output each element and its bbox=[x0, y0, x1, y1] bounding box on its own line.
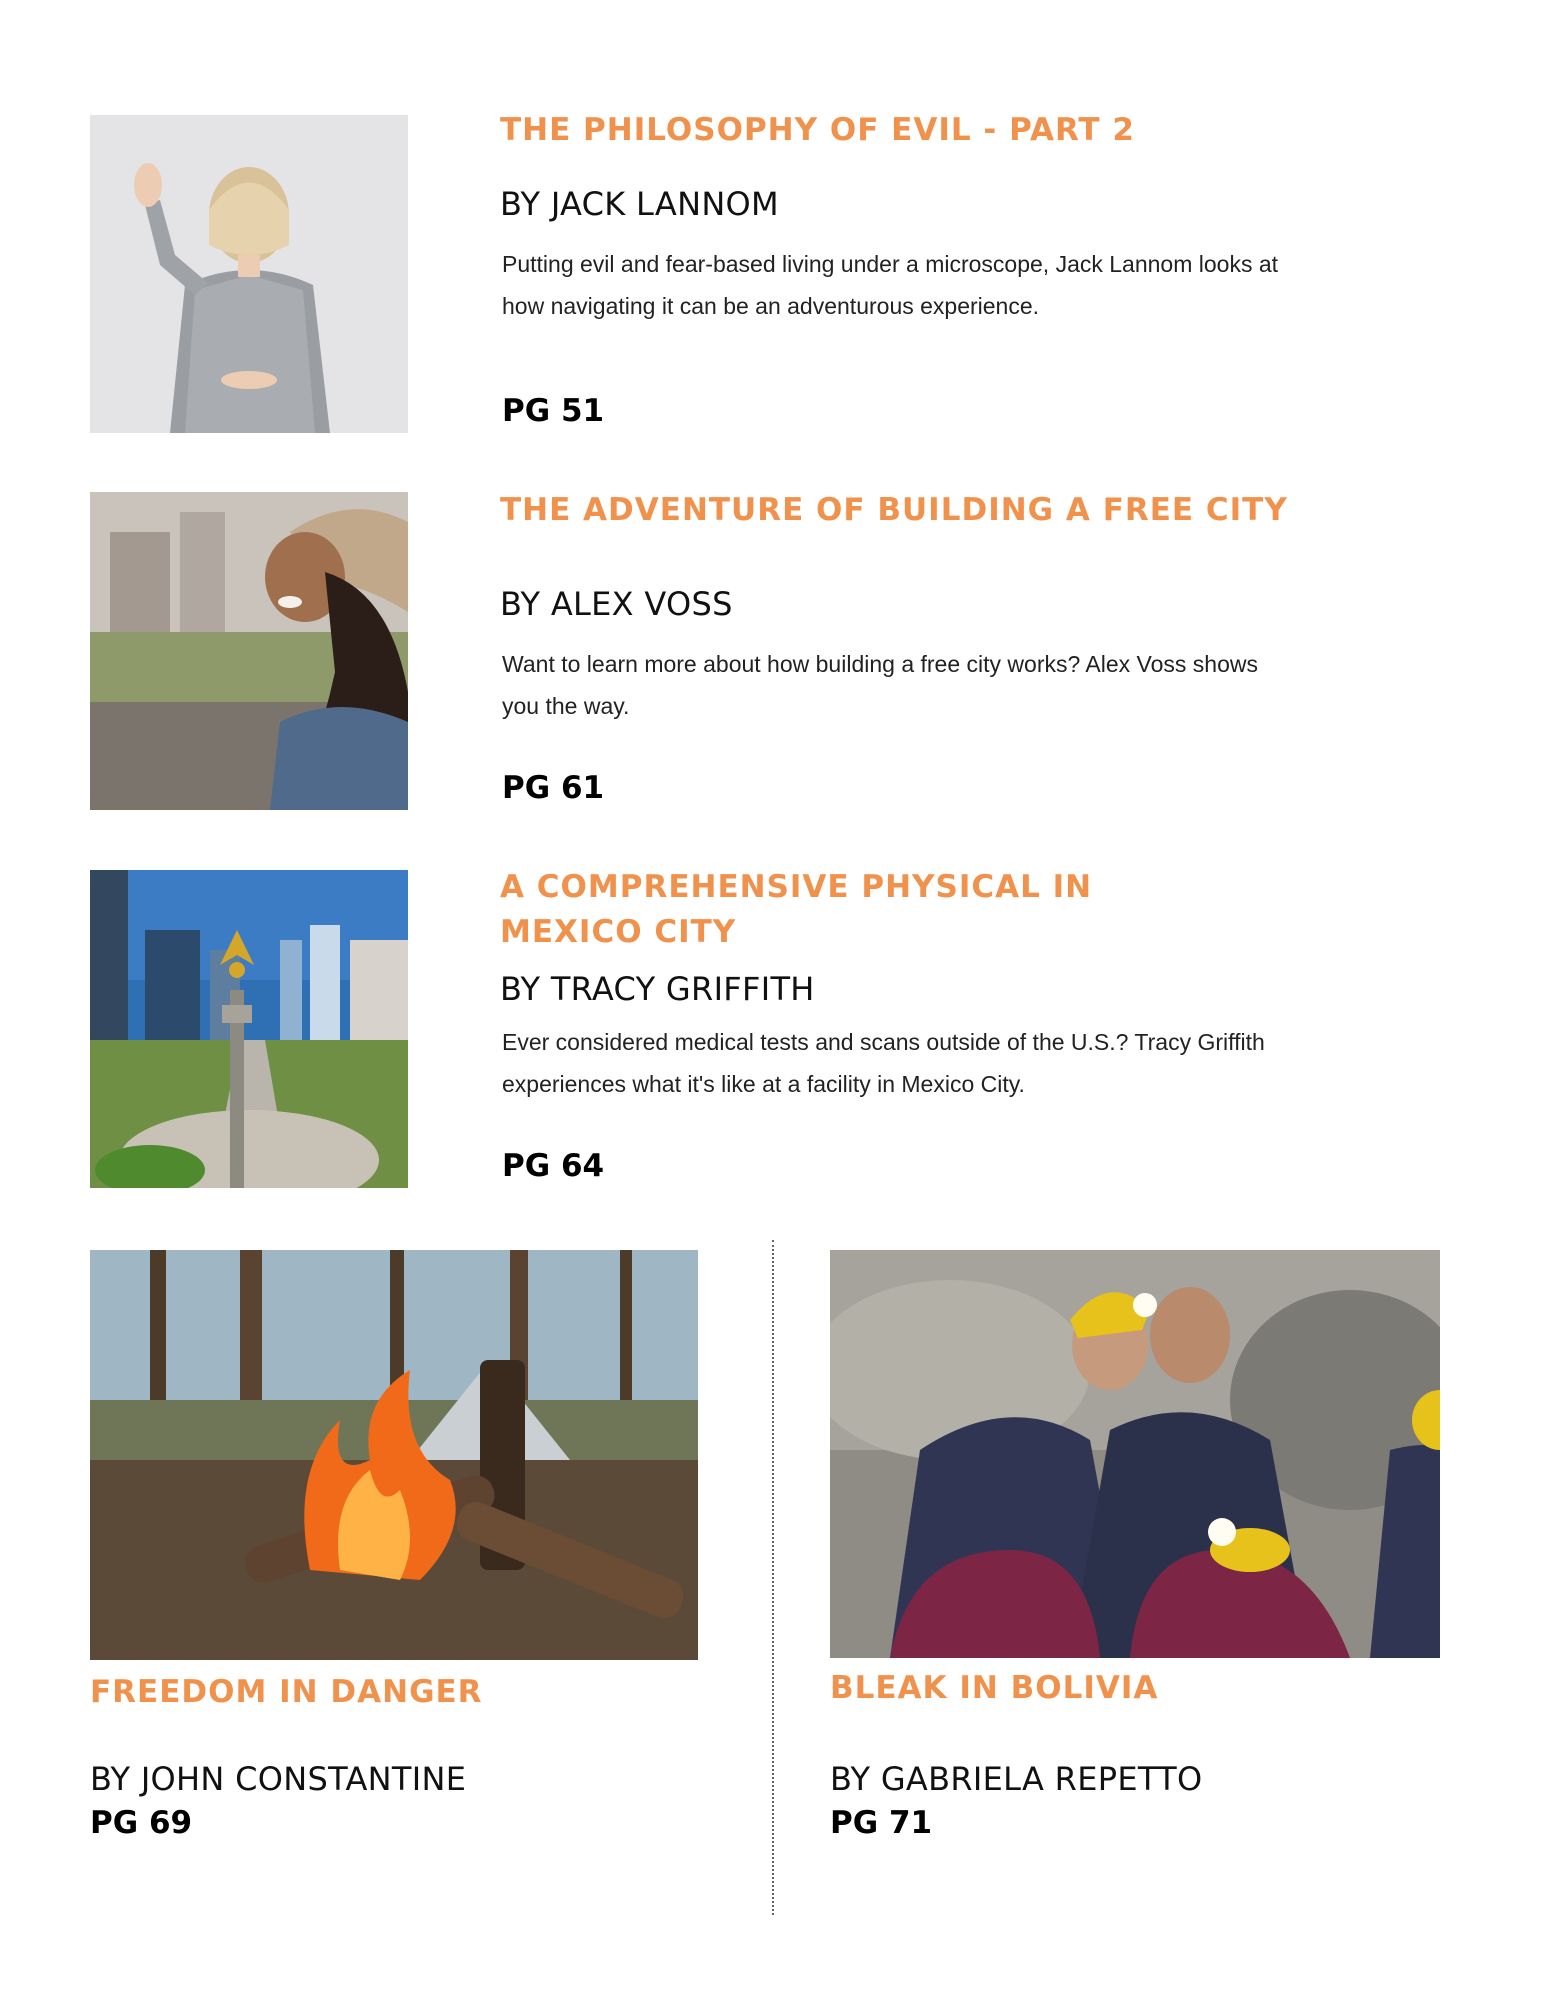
article-title[interactable]: THE ADVENTURE OF BUILDING A FREE CITY bbox=[500, 492, 1288, 528]
mexico-city-angel-monument-image bbox=[90, 870, 408, 1188]
feature-title[interactable]: FREEDOM IN DANGER bbox=[90, 1674, 483, 1710]
article-description: Want to learn more about how building a free city works? Alex Voss shows you the way. bbox=[502, 651, 1258, 719]
miners-in-cave-image bbox=[830, 1250, 1440, 1658]
column-divider bbox=[772, 1240, 774, 1915]
article-thumbnail-mexico-city[interactable] bbox=[90, 870, 408, 1188]
article-page-number[interactable]: PG 61 bbox=[502, 770, 605, 806]
article-description: Putting evil and fear-based living under a microscope, Jack Lannom looks at how navigating it can be an adventurous experience. bbox=[502, 251, 1279, 319]
article-thumbnail-free-city[interactable] bbox=[90, 492, 408, 810]
article-byline: BY JACK LANNOM bbox=[500, 185, 779, 223]
feature-image-campfire[interactable] bbox=[90, 1250, 698, 1660]
article-byline: BY ALEX VOSS bbox=[500, 585, 733, 623]
feature-page-number[interactable]: PG 71 bbox=[830, 1805, 933, 1841]
article-byline: BY TRACY GRIFFITH bbox=[500, 970, 815, 1008]
feature-byline: BY GABRIELA REPETTO bbox=[830, 1760, 1203, 1798]
article-thumbnail-philosophy-of-evil[interactable] bbox=[90, 115, 408, 433]
article-description: Ever considered medical tests and scans outside of the U.S.? Tracy Griffith experiences what it's like at a facility in Mexico City. bbox=[502, 1029, 1265, 1097]
woman-fingers-crossed-image bbox=[90, 115, 408, 433]
campfire-forest-image bbox=[90, 1250, 698, 1660]
article-title[interactable]: A COMPREHENSIVE PHYSICAL IN MEXICO CITY bbox=[500, 869, 1093, 950]
article-page-number[interactable]: PG 64 bbox=[502, 1148, 605, 1184]
feature-image-bolivia-miners[interactable] bbox=[830, 1250, 1440, 1658]
feature-page-number[interactable]: PG 69 bbox=[90, 1805, 193, 1841]
article-page-number[interactable]: PG 51 bbox=[502, 393, 605, 429]
smiling-woman-hat-image bbox=[90, 492, 408, 810]
feature-byline: BY JOHN CONSTANTINE bbox=[90, 1760, 467, 1798]
article-title[interactable]: THE PHILOSOPHY OF EVIL - PART 2 bbox=[500, 112, 1135, 148]
feature-title[interactable]: BLEAK IN BOLIVIA bbox=[830, 1670, 1159, 1706]
